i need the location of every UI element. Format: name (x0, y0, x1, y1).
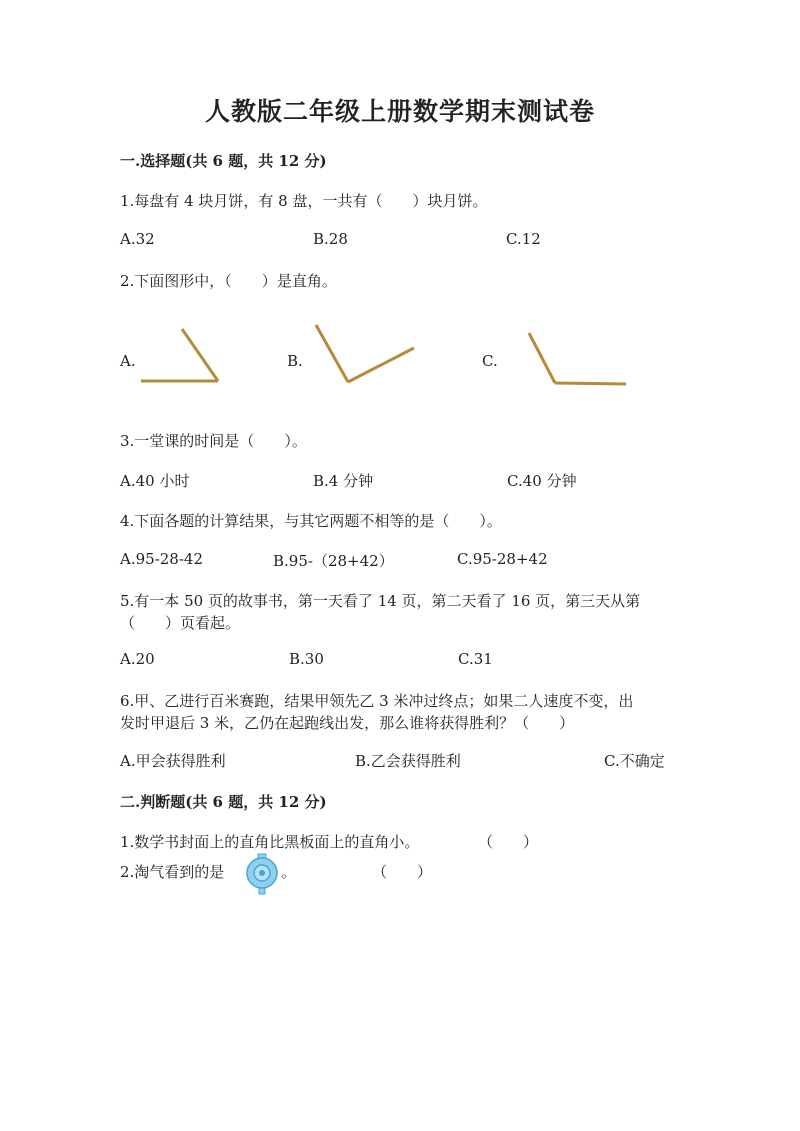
section-heading-judgement: 二.判断题(共 6 题，共 12 分) (120, 793, 327, 811)
q4-option-a: A.95-28-42 (120, 550, 203, 568)
section-heading-choice: 一.选择题(共 6 题，共 12 分) (120, 152, 327, 170)
q1-option-a: A.32 (120, 230, 155, 248)
question-1: 1.每盘有 4 块月饼，有 8 盘，一共有（ ）块月饼。 (120, 192, 488, 210)
q5-option-b: B.30 (289, 650, 324, 668)
angle-b-ray-1 (316, 325, 348, 382)
question-5-line-2: （ ）页看起。 (120, 614, 241, 632)
angle-b-figure (312, 322, 417, 387)
question-6-line-2: 发时甲退后 3 米，乙仍在起跑线出发，那么谁将获得胜利？（ ） (120, 714, 575, 732)
q2-option-b: B. (287, 352, 303, 370)
q5-option-c: C.31 (458, 650, 493, 668)
q1-option-b: B.28 (313, 230, 348, 248)
teapot-top-view-icon (244, 852, 280, 896)
angle-b-ray-2 (348, 348, 414, 382)
judgement-2-period: 。 (281, 863, 297, 881)
q5-option-a: A.20 (120, 650, 155, 668)
angle-a-figure (138, 325, 223, 387)
judgement-1-answer-blank: （ ） (478, 833, 539, 851)
question-5-line-1: 5.有一本 50 页的故事书，第一天看了 14 页，第二天看了 16 页，第三天从第 (120, 592, 641, 610)
q6-option-b: B.乙会获得胜利 (355, 752, 461, 770)
angle-c-ray-1 (529, 333, 555, 383)
judgement-2-answer-blank: （ ） (372, 863, 433, 881)
q6-option-a: A.甲会获得胜利 (120, 752, 226, 770)
q3-option-a: A.40 小时 (120, 472, 190, 490)
q4-option-c: C.95-28+42 (457, 550, 548, 568)
q2-option-c: C. (482, 352, 498, 370)
q6-option-c: C.不确定 (604, 752, 665, 770)
q1-option-c: C.12 (506, 230, 541, 248)
angle-c-ray-2 (555, 383, 626, 384)
q3-option-c: C.40 分钟 (507, 472, 577, 490)
judgement-question-1: 1.数学书封面上的直角比黑板面上的直角小。 (120, 833, 420, 851)
question-3: 3.一堂课的时间是（ ）。 (120, 432, 307, 450)
question-4: 4.下面各题的计算结果，与其它两题不相等的是（ ）。 (120, 512, 502, 530)
q3-option-b: B.4 分钟 (313, 472, 374, 490)
angle-c-figure (525, 330, 630, 390)
question-6-line-1: 6.甲、乙进行百米赛跑，结果甲领先乙 3 米冲过终点；如果二人速度不变，出 (120, 692, 634, 710)
question-2: 2.下面图形中，（ ）是直角。 (120, 272, 337, 290)
q2-option-a: A. (120, 352, 136, 370)
q4-option-b: B.95-（28+42） (273, 552, 394, 570)
judgement-question-2: 2.淘气看到的是 (120, 863, 225, 881)
angle-a-ray-2 (182, 329, 218, 381)
page-title: 人教版二年级上册数学期末测试卷 (204, 97, 595, 126)
